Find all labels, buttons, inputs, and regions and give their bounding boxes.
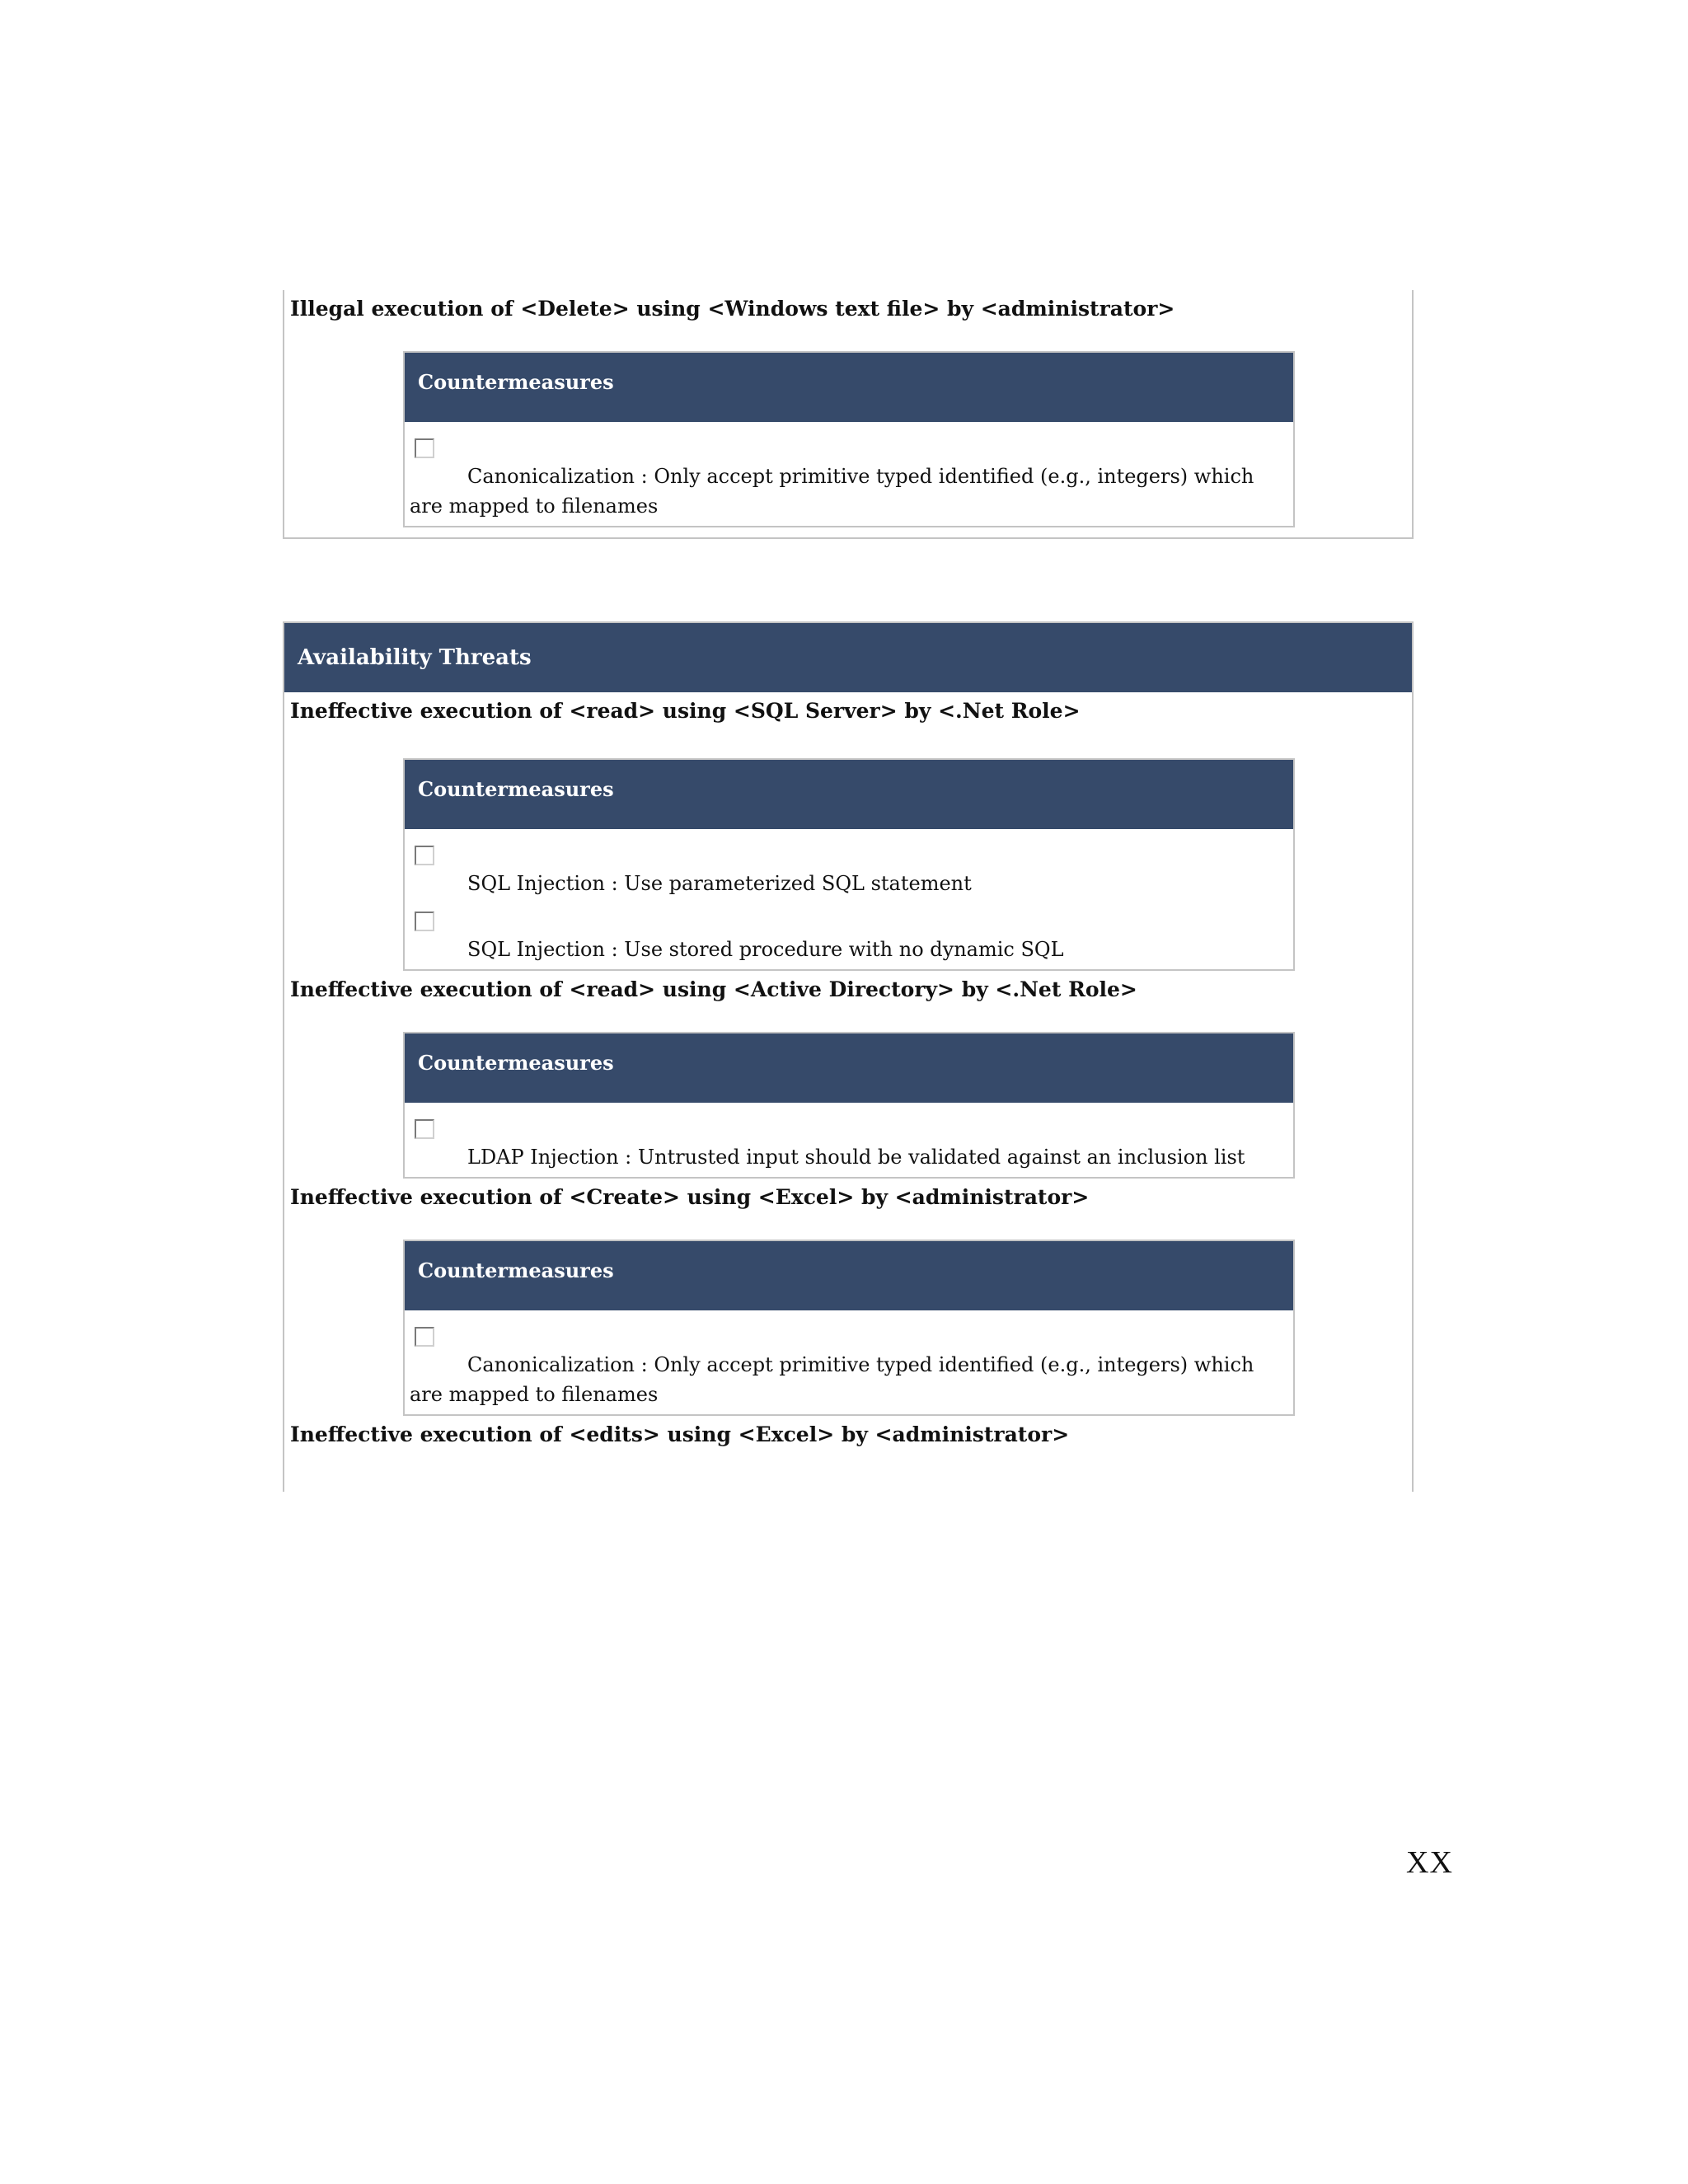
countermeasure-item [405, 422, 1293, 526]
threat-title: Ineffective execution of <Create> using <Excel> by <administrator> [290, 1185, 1090, 1209]
page-number: XX [1406, 1845, 1453, 1880]
countermeasures-header: Countermeasures [405, 1033, 1293, 1103]
availability-threats-header: Availability Threats [284, 623, 1412, 692]
countermeasure-label: SQL Injection : Use stored procedure with no dynamic SQL [467, 938, 1064, 961]
countermeasure-checkbox[interactable] [415, 912, 434, 931]
threat-title: Illegal execution of <Delete> using <Windows text file> by <administrator> [290, 297, 1175, 321]
countermeasure-checkbox[interactable] [415, 438, 434, 458]
countermeasure-item [405, 903, 1293, 969]
countermeasures-header: Countermeasures [405, 353, 1293, 422]
countermeasures-box [403, 1032, 1295, 1179]
countermeasure-checkbox[interactable] [415, 1119, 434, 1139]
countermeasures-header: Countermeasures [405, 1241, 1293, 1310]
countermeasure-label: Canonicalization : Only accept primitive typed identified (e.g., integers) which are mapped to filenames [410, 1353, 1254, 1406]
countermeasures-header: Countermeasures [405, 760, 1293, 829]
countermeasure-checkbox[interactable] [415, 1327, 434, 1347]
threat-title: Ineffective execution of <read> using <SQL Server> by <.Net Role> [290, 699, 1081, 723]
countermeasure-checkbox[interactable] [415, 846, 434, 865]
countermeasure-item [405, 829, 1293, 903]
countermeasures-box [403, 351, 1295, 527]
threat-title: Ineffective execution of <edits> using <Excel> by <administrator> [290, 1422, 1070, 1446]
countermeasure-label: LDAP Injection : Untrusted input should be validated against an inclusion list [467, 1146, 1245, 1169]
threat-title: Ineffective execution of <read> using <Active Directory> by <.Net Role> [290, 977, 1137, 1001]
countermeasure-item [405, 1310, 1293, 1414]
countermeasure-label: SQL Injection : Use parameterized SQL statement [467, 872, 972, 895]
threat-panel-top [283, 290, 1414, 539]
availability-threats-panel [283, 621, 1414, 1492]
countermeasures-box [403, 758, 1295, 971]
countermeasure-item [405, 1103, 1293, 1177]
countermeasure-label: Canonicalization : Only accept primitive typed identified (e.g., integers) which are mapped to filenames [410, 465, 1254, 518]
countermeasures-box [403, 1240, 1295, 1416]
